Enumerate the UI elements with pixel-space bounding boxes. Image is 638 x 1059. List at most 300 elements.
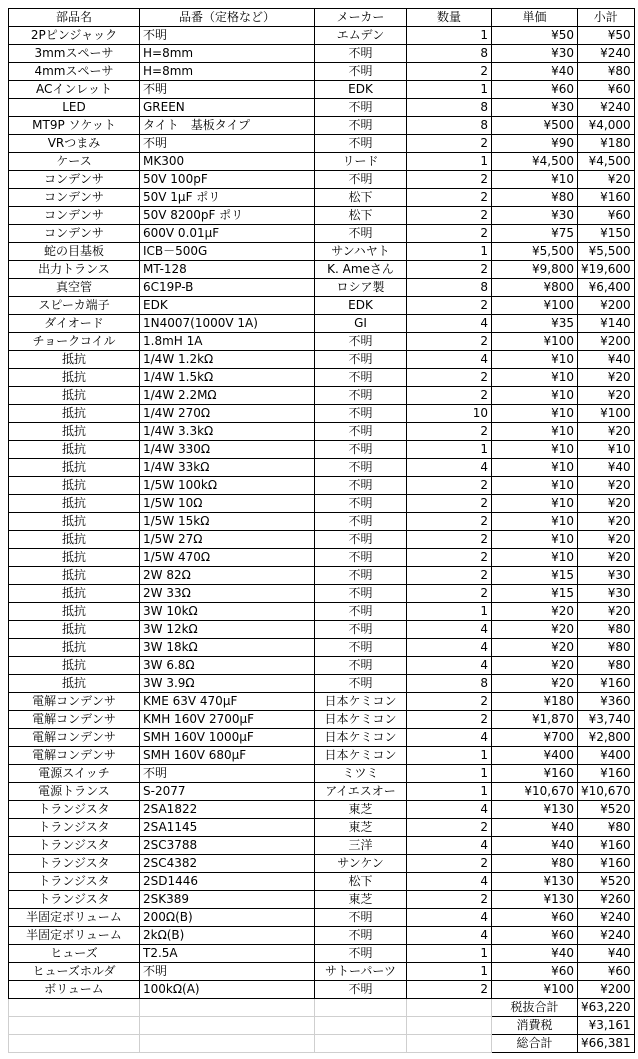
cell-maker[interactable]: 不明 bbox=[315, 45, 407, 63]
cell-unit-price[interactable]: ¥15 bbox=[492, 585, 578, 603]
cell-part-name[interactable]: VRつまみ bbox=[9, 135, 140, 153]
cell-quantity[interactable]: 1 bbox=[407, 243, 492, 261]
empty-cell[interactable] bbox=[407, 1017, 492, 1035]
cell-quantity[interactable]: 1 bbox=[407, 153, 492, 171]
cell-part-number[interactable]: 3W 12kΩ bbox=[140, 621, 315, 639]
cell-maker[interactable]: 日本ケミコン bbox=[315, 729, 407, 747]
summary-value[interactable]: ¥66,381 bbox=[578, 1035, 635, 1053]
cell-maker[interactable]: 松下 bbox=[315, 873, 407, 891]
cell-part-name[interactable]: LED bbox=[9, 99, 140, 117]
cell-unit-price[interactable]: ¥160 bbox=[492, 765, 578, 783]
empty-cell[interactable] bbox=[315, 1017, 407, 1035]
cell-part-name[interactable]: 抵抗 bbox=[9, 351, 140, 369]
cell-part-number[interactable]: 1/4W 270Ω bbox=[140, 405, 315, 423]
cell-maker[interactable]: 不明 bbox=[315, 405, 407, 423]
cell-part-name[interactable]: 抵抗 bbox=[9, 657, 140, 675]
cell-maker[interactable]: 不明 bbox=[315, 513, 407, 531]
cell-part-name[interactable]: 真空管 bbox=[9, 279, 140, 297]
cell-quantity[interactable]: 4 bbox=[407, 639, 492, 657]
cell-unit-price[interactable]: ¥4,500 bbox=[492, 153, 578, 171]
cell-subtotal[interactable]: ¥20 bbox=[578, 423, 635, 441]
cell-unit-price[interactable]: ¥800 bbox=[492, 279, 578, 297]
cell-part-name[interactable]: 電解コンデンサ bbox=[9, 711, 140, 729]
cell-unit-price[interactable]: ¥40 bbox=[492, 819, 578, 837]
cell-part-number[interactable]: T2.5A bbox=[140, 945, 315, 963]
cell-part-number[interactable]: 1/4W 33kΩ bbox=[140, 459, 315, 477]
cell-part-number[interactable]: 2SD1446 bbox=[140, 873, 315, 891]
cell-maker[interactable]: 不明 bbox=[315, 135, 407, 153]
cell-part-number[interactable]: 1/5W 15kΩ bbox=[140, 513, 315, 531]
cell-unit-price[interactable]: ¥40 bbox=[492, 63, 578, 81]
cell-maker[interactable]: 不明 bbox=[315, 117, 407, 135]
cell-unit-price[interactable]: ¥10 bbox=[492, 513, 578, 531]
cell-subtotal[interactable]: ¥3,740 bbox=[578, 711, 635, 729]
cell-quantity[interactable]: 2 bbox=[407, 495, 492, 513]
cell-part-name[interactable]: ヒューズ bbox=[9, 945, 140, 963]
cell-part-name[interactable]: 抵抗 bbox=[9, 369, 140, 387]
cell-unit-price[interactable]: ¥35 bbox=[492, 315, 578, 333]
header-subtotal[interactable]: 小計 bbox=[578, 9, 635, 27]
cell-quantity[interactable]: 2 bbox=[407, 981, 492, 999]
cell-maker[interactable]: 不明 bbox=[315, 369, 407, 387]
cell-unit-price[interactable]: ¥10 bbox=[492, 477, 578, 495]
cell-unit-price[interactable]: ¥30 bbox=[492, 45, 578, 63]
cell-part-number[interactable]: H=8mm bbox=[140, 45, 315, 63]
cell-quantity[interactable]: 2 bbox=[407, 477, 492, 495]
cell-subtotal[interactable]: ¥80 bbox=[578, 819, 635, 837]
cell-quantity[interactable]: 8 bbox=[407, 675, 492, 693]
cell-subtotal[interactable]: ¥520 bbox=[578, 801, 635, 819]
cell-unit-price[interactable]: ¥10 bbox=[492, 459, 578, 477]
cell-unit-price[interactable]: ¥20 bbox=[492, 603, 578, 621]
cell-part-number[interactable]: S-2077 bbox=[140, 783, 315, 801]
cell-quantity[interactable]: 4 bbox=[407, 459, 492, 477]
cell-part-number[interactable]: 100kΩ(A) bbox=[140, 981, 315, 999]
summary-label[interactable]: 税抜合計 bbox=[492, 999, 578, 1017]
cell-subtotal[interactable]: ¥200 bbox=[578, 333, 635, 351]
cell-maker[interactable]: 不明 bbox=[315, 981, 407, 999]
cell-part-name[interactable]: 出力トランス bbox=[9, 261, 140, 279]
cell-quantity[interactable]: 4 bbox=[407, 873, 492, 891]
cell-part-name[interactable]: ケース bbox=[9, 153, 140, 171]
cell-part-name[interactable]: 抵抗 bbox=[9, 549, 140, 567]
cell-part-name[interactable]: 抵抗 bbox=[9, 387, 140, 405]
cell-maker[interactable]: 日本ケミコン bbox=[315, 711, 407, 729]
cell-maker[interactable]: 不明 bbox=[315, 459, 407, 477]
cell-quantity[interactable]: 1 bbox=[407, 783, 492, 801]
header-quantity[interactable]: 数量 bbox=[407, 9, 492, 27]
cell-part-name[interactable]: 抵抗 bbox=[9, 441, 140, 459]
cell-part-name[interactable]: ダイオード bbox=[9, 315, 140, 333]
cell-part-name[interactable]: 4mmスペーサ bbox=[9, 63, 140, 81]
cell-part-number[interactable]: SMH 160V 1000μF bbox=[140, 729, 315, 747]
cell-part-number[interactable]: 2kΩ(B) bbox=[140, 927, 315, 945]
cell-part-name[interactable]: ヒューズホルダ bbox=[9, 963, 140, 981]
cell-part-name[interactable]: トランジスタ bbox=[9, 855, 140, 873]
cell-quantity[interactable]: 2 bbox=[407, 567, 492, 585]
cell-subtotal[interactable]: ¥50 bbox=[578, 27, 635, 45]
cell-quantity[interactable]: 1 bbox=[407, 603, 492, 621]
cell-unit-price[interactable]: ¥100 bbox=[492, 981, 578, 999]
cell-quantity[interactable]: 2 bbox=[407, 297, 492, 315]
cell-subtotal[interactable]: ¥160 bbox=[578, 855, 635, 873]
cell-subtotal[interactable]: ¥10,670 bbox=[578, 783, 635, 801]
cell-maker[interactable]: ミツミ bbox=[315, 765, 407, 783]
cell-subtotal[interactable]: ¥240 bbox=[578, 927, 635, 945]
cell-part-name[interactable]: 抵抗 bbox=[9, 459, 140, 477]
cell-maker[interactable]: 不明 bbox=[315, 909, 407, 927]
cell-maker[interactable]: EDK bbox=[315, 297, 407, 315]
cell-part-number[interactable]: KMH 160V 2700μF bbox=[140, 711, 315, 729]
cell-part-number[interactable]: 1N4007(1000V 1A) bbox=[140, 315, 315, 333]
cell-subtotal[interactable]: ¥80 bbox=[578, 621, 635, 639]
empty-cell[interactable] bbox=[407, 999, 492, 1017]
empty-cell[interactable] bbox=[407, 1035, 492, 1053]
cell-unit-price[interactable]: ¥10 bbox=[492, 495, 578, 513]
cell-unit-price[interactable]: ¥1,870 bbox=[492, 711, 578, 729]
cell-part-name[interactable]: コンデンサ bbox=[9, 207, 140, 225]
cell-quantity[interactable]: 2 bbox=[407, 387, 492, 405]
cell-part-number[interactable]: 1.8mH 1A bbox=[140, 333, 315, 351]
cell-maker[interactable]: 日本ケミコン bbox=[315, 747, 407, 765]
cell-subtotal[interactable]: ¥100 bbox=[578, 405, 635, 423]
cell-quantity[interactable]: 2 bbox=[407, 423, 492, 441]
cell-quantity[interactable]: 8 bbox=[407, 99, 492, 117]
cell-subtotal[interactable]: ¥140 bbox=[578, 315, 635, 333]
cell-subtotal[interactable]: ¥20 bbox=[578, 531, 635, 549]
cell-subtotal[interactable]: ¥30 bbox=[578, 585, 635, 603]
cell-subtotal[interactable]: ¥20 bbox=[578, 171, 635, 189]
cell-unit-price[interactable]: ¥30 bbox=[492, 99, 578, 117]
cell-quantity[interactable]: 1 bbox=[407, 945, 492, 963]
cell-maker[interactable]: 不明 bbox=[315, 945, 407, 963]
cell-maker[interactable]: 不明 bbox=[315, 549, 407, 567]
cell-part-name[interactable]: トランジスタ bbox=[9, 819, 140, 837]
cell-part-name[interactable]: トランジスタ bbox=[9, 891, 140, 909]
cell-quantity[interactable]: 4 bbox=[407, 801, 492, 819]
cell-quantity[interactable]: 2 bbox=[407, 369, 492, 387]
cell-subtotal[interactable]: ¥5,500 bbox=[578, 243, 635, 261]
cell-part-name[interactable]: 電源スイッチ bbox=[9, 765, 140, 783]
cell-part-number[interactable]: 1/4W 1.2kΩ bbox=[140, 351, 315, 369]
cell-part-name[interactable]: トランジスタ bbox=[9, 837, 140, 855]
cell-quantity[interactable]: 4 bbox=[407, 909, 492, 927]
cell-subtotal[interactable]: ¥160 bbox=[578, 675, 635, 693]
cell-part-number[interactable]: 不明 bbox=[140, 27, 315, 45]
cell-maker[interactable]: 松下 bbox=[315, 207, 407, 225]
cell-maker[interactable]: 不明 bbox=[315, 603, 407, 621]
cell-maker[interactable]: 不明 bbox=[315, 531, 407, 549]
cell-subtotal[interactable]: ¥180 bbox=[578, 135, 635, 153]
cell-unit-price[interactable]: ¥60 bbox=[492, 927, 578, 945]
cell-subtotal[interactable]: ¥20 bbox=[578, 603, 635, 621]
cell-part-name[interactable]: コンデンサ bbox=[9, 189, 140, 207]
cell-quantity[interactable]: 2 bbox=[407, 135, 492, 153]
cell-part-name[interactable]: 抵抗 bbox=[9, 405, 140, 423]
cell-part-name[interactable]: MT9P ソケット bbox=[9, 117, 140, 135]
cell-subtotal[interactable]: ¥360 bbox=[578, 693, 635, 711]
cell-part-name[interactable]: 3mmスペーサ bbox=[9, 45, 140, 63]
cell-quantity[interactable]: 2 bbox=[407, 207, 492, 225]
cell-subtotal[interactable]: ¥160 bbox=[578, 189, 635, 207]
header-part-number[interactable]: 品番（定格など） bbox=[140, 9, 315, 27]
cell-part-number[interactable]: 3W 10kΩ bbox=[140, 603, 315, 621]
cell-quantity[interactable]: 8 bbox=[407, 279, 492, 297]
cell-quantity[interactable]: 2 bbox=[407, 189, 492, 207]
cell-unit-price[interactable]: ¥30 bbox=[492, 207, 578, 225]
cell-part-number[interactable]: 3W 6.8Ω bbox=[140, 657, 315, 675]
empty-cell[interactable] bbox=[315, 999, 407, 1017]
cell-unit-price[interactable]: ¥700 bbox=[492, 729, 578, 747]
cell-part-number[interactable]: 不明 bbox=[140, 81, 315, 99]
cell-unit-price[interactable]: ¥20 bbox=[492, 675, 578, 693]
cell-part-number[interactable]: 2W 33Ω bbox=[140, 585, 315, 603]
cell-maker[interactable]: 不明 bbox=[315, 567, 407, 585]
cell-part-name[interactable]: 抵抗 bbox=[9, 513, 140, 531]
cell-part-number[interactable]: 1/5W 470Ω bbox=[140, 549, 315, 567]
cell-unit-price[interactable]: ¥60 bbox=[492, 81, 578, 99]
cell-part-name[interactable]: 抵抗 bbox=[9, 423, 140, 441]
cell-subtotal[interactable]: ¥20 bbox=[578, 495, 635, 513]
cell-part-name[interactable]: 半固定ボリューム bbox=[9, 909, 140, 927]
cell-quantity[interactable]: 2 bbox=[407, 819, 492, 837]
cell-unit-price[interactable]: ¥10 bbox=[492, 405, 578, 423]
cell-maker[interactable]: 東芝 bbox=[315, 801, 407, 819]
cell-subtotal[interactable]: ¥40 bbox=[578, 945, 635, 963]
cell-subtotal[interactable]: ¥20 bbox=[578, 369, 635, 387]
cell-part-number[interactable]: 6C19P-B bbox=[140, 279, 315, 297]
cell-part-name[interactable]: 電解コンデンサ bbox=[9, 729, 140, 747]
cell-quantity[interactable]: 4 bbox=[407, 729, 492, 747]
cell-quantity[interactable]: 4 bbox=[407, 315, 492, 333]
cell-unit-price[interactable]: ¥10 bbox=[492, 171, 578, 189]
cell-unit-price[interactable]: ¥40 bbox=[492, 837, 578, 855]
cell-maker[interactable]: 不明 bbox=[315, 171, 407, 189]
summary-value[interactable]: ¥63,220 bbox=[578, 999, 635, 1017]
cell-unit-price[interactable]: ¥130 bbox=[492, 873, 578, 891]
cell-maker[interactable]: 不明 bbox=[315, 477, 407, 495]
cell-subtotal[interactable]: ¥19,600 bbox=[578, 261, 635, 279]
cell-subtotal[interactable]: ¥80 bbox=[578, 63, 635, 81]
cell-part-number[interactable]: 1/5W 100kΩ bbox=[140, 477, 315, 495]
empty-cell[interactable] bbox=[9, 1017, 140, 1035]
cell-maker[interactable]: 不明 bbox=[315, 639, 407, 657]
cell-part-number[interactable]: MK300 bbox=[140, 153, 315, 171]
cell-part-number[interactable]: 1/4W 1.5kΩ bbox=[140, 369, 315, 387]
cell-part-number[interactable]: SMH 160V 680μF bbox=[140, 747, 315, 765]
cell-subtotal[interactable]: ¥200 bbox=[578, 981, 635, 999]
cell-part-number[interactable]: 2SC4382 bbox=[140, 855, 315, 873]
cell-subtotal[interactable]: ¥60 bbox=[578, 963, 635, 981]
cell-part-name[interactable]: コンデンサ bbox=[9, 225, 140, 243]
cell-part-number[interactable]: 2SA1145 bbox=[140, 819, 315, 837]
cell-unit-price[interactable]: ¥180 bbox=[492, 693, 578, 711]
cell-subtotal[interactable]: ¥80 bbox=[578, 657, 635, 675]
cell-part-number[interactable]: 不明 bbox=[140, 135, 315, 153]
cell-quantity[interactable]: 1 bbox=[407, 765, 492, 783]
cell-subtotal[interactable]: ¥150 bbox=[578, 225, 635, 243]
cell-subtotal[interactable]: ¥4,000 bbox=[578, 117, 635, 135]
cell-part-number[interactable]: MT-128 bbox=[140, 261, 315, 279]
cell-part-number[interactable]: 1/4W 3.3kΩ bbox=[140, 423, 315, 441]
cell-unit-price[interactable]: ¥10 bbox=[492, 531, 578, 549]
header-part-name[interactable]: 部品名 bbox=[9, 9, 140, 27]
cell-unit-price[interactable]: ¥90 bbox=[492, 135, 578, 153]
cell-maker[interactable]: サトーパーツ bbox=[315, 963, 407, 981]
cell-subtotal[interactable]: ¥60 bbox=[578, 207, 635, 225]
cell-part-name[interactable]: トランジスタ bbox=[9, 873, 140, 891]
cell-quantity[interactable]: 1 bbox=[407, 81, 492, 99]
cell-quantity[interactable]: 2 bbox=[407, 855, 492, 873]
cell-maker[interactable]: 不明 bbox=[315, 927, 407, 945]
cell-subtotal[interactable]: ¥20 bbox=[578, 549, 635, 567]
cell-unit-price[interactable]: ¥130 bbox=[492, 801, 578, 819]
cell-unit-price[interactable]: ¥80 bbox=[492, 855, 578, 873]
cell-part-number[interactable]: ICB－500G bbox=[140, 243, 315, 261]
cell-maker[interactable]: 不明 bbox=[315, 441, 407, 459]
cell-part-number[interactable]: H=8mm bbox=[140, 63, 315, 81]
cell-part-number[interactable]: 2SA1822 bbox=[140, 801, 315, 819]
cell-quantity[interactable]: 4 bbox=[407, 927, 492, 945]
cell-unit-price[interactable]: ¥5,500 bbox=[492, 243, 578, 261]
cell-unit-price[interactable]: ¥80 bbox=[492, 189, 578, 207]
cell-maker[interactable]: 不明 bbox=[315, 495, 407, 513]
cell-quantity[interactable]: 1 bbox=[407, 747, 492, 765]
cell-part-name[interactable]: ボリューム bbox=[9, 981, 140, 999]
cell-maker[interactable]: 不明 bbox=[315, 225, 407, 243]
cell-part-number[interactable]: 不明 bbox=[140, 765, 315, 783]
empty-cell[interactable] bbox=[140, 999, 315, 1017]
cell-part-name[interactable]: 電源トランス bbox=[9, 783, 140, 801]
cell-part-number[interactable]: 2W 82Ω bbox=[140, 567, 315, 585]
cell-quantity[interactable]: 2 bbox=[407, 693, 492, 711]
cell-maker[interactable]: アイエスオー bbox=[315, 783, 407, 801]
cell-unit-price[interactable]: ¥10 bbox=[492, 387, 578, 405]
cell-subtotal[interactable]: ¥160 bbox=[578, 837, 635, 855]
cell-part-name[interactable]: 抵抗 bbox=[9, 675, 140, 693]
cell-subtotal[interactable]: ¥20 bbox=[578, 477, 635, 495]
cell-unit-price[interactable]: ¥50 bbox=[492, 27, 578, 45]
cell-unit-price[interactable]: ¥10 bbox=[492, 549, 578, 567]
cell-unit-price[interactable]: ¥40 bbox=[492, 945, 578, 963]
cell-quantity[interactable]: 2 bbox=[407, 171, 492, 189]
cell-part-name[interactable]: 電解コンデンサ bbox=[9, 747, 140, 765]
cell-quantity[interactable]: 1 bbox=[407, 963, 492, 981]
cell-maker[interactable]: 不明 bbox=[315, 333, 407, 351]
cell-part-number[interactable]: GREEN bbox=[140, 99, 315, 117]
cell-subtotal[interactable]: ¥80 bbox=[578, 639, 635, 657]
cell-quantity[interactable]: 8 bbox=[407, 117, 492, 135]
cell-part-name[interactable]: 蛇の目基板 bbox=[9, 243, 140, 261]
cell-part-name[interactable]: 抵抗 bbox=[9, 639, 140, 657]
cell-maker[interactable]: リード bbox=[315, 153, 407, 171]
header-unit-price[interactable]: 単価 bbox=[492, 9, 578, 27]
cell-maker[interactable]: 不明 bbox=[315, 63, 407, 81]
cell-quantity[interactable]: 2 bbox=[407, 63, 492, 81]
cell-quantity[interactable]: 4 bbox=[407, 621, 492, 639]
cell-part-number[interactable]: 50V 100pF bbox=[140, 171, 315, 189]
cell-subtotal[interactable]: ¥4,500 bbox=[578, 153, 635, 171]
cell-maker[interactable]: 日本ケミコン bbox=[315, 693, 407, 711]
cell-quantity[interactable]: 2 bbox=[407, 549, 492, 567]
cell-subtotal[interactable]: ¥520 bbox=[578, 873, 635, 891]
cell-quantity[interactable]: 4 bbox=[407, 837, 492, 855]
cell-part-name[interactable]: チョークコイル bbox=[9, 333, 140, 351]
cell-unit-price[interactable]: ¥20 bbox=[492, 621, 578, 639]
cell-unit-price[interactable]: ¥9,800 bbox=[492, 261, 578, 279]
empty-cell[interactable] bbox=[140, 1035, 315, 1053]
cell-maker[interactable]: 不明 bbox=[315, 657, 407, 675]
cell-subtotal[interactable]: ¥240 bbox=[578, 45, 635, 63]
cell-part-number[interactable]: 3W 18kΩ bbox=[140, 639, 315, 657]
cell-maker[interactable]: エムデン bbox=[315, 27, 407, 45]
cell-quantity[interactable]: 2 bbox=[407, 225, 492, 243]
cell-part-number[interactable]: 1/4W 330Ω bbox=[140, 441, 315, 459]
cell-quantity[interactable]: 1 bbox=[407, 441, 492, 459]
cell-part-name[interactable]: 抵抗 bbox=[9, 603, 140, 621]
cell-subtotal[interactable]: ¥30 bbox=[578, 567, 635, 585]
empty-cell[interactable] bbox=[9, 1035, 140, 1053]
cell-unit-price[interactable]: ¥10 bbox=[492, 441, 578, 459]
cell-part-number[interactable]: 1/5W 10Ω bbox=[140, 495, 315, 513]
cell-maker[interactable]: 不明 bbox=[315, 387, 407, 405]
summary-label[interactable]: 消費税 bbox=[492, 1017, 578, 1035]
cell-subtotal[interactable]: ¥160 bbox=[578, 765, 635, 783]
cell-unit-price[interactable]: ¥100 bbox=[492, 297, 578, 315]
cell-quantity[interactable]: 10 bbox=[407, 405, 492, 423]
cell-quantity[interactable]: 2 bbox=[407, 261, 492, 279]
cell-part-name[interactable]: スピーカ端子 bbox=[9, 297, 140, 315]
cell-part-name[interactable]: 半固定ボリューム bbox=[9, 927, 140, 945]
cell-maker[interactable]: GI bbox=[315, 315, 407, 333]
empty-cell[interactable] bbox=[9, 999, 140, 1017]
cell-unit-price[interactable]: ¥10,670 bbox=[492, 783, 578, 801]
cell-quantity[interactable]: 8 bbox=[407, 45, 492, 63]
cell-unit-price[interactable]: ¥500 bbox=[492, 117, 578, 135]
cell-maker[interactable]: 不明 bbox=[315, 351, 407, 369]
cell-maker[interactable]: ロシア製 bbox=[315, 279, 407, 297]
cell-part-number[interactable]: EDK bbox=[140, 297, 315, 315]
cell-unit-price[interactable]: ¥60 bbox=[492, 909, 578, 927]
cell-part-name[interactable]: 2Pピンジャック bbox=[9, 27, 140, 45]
summary-value[interactable]: ¥3,161 bbox=[578, 1017, 635, 1035]
cell-unit-price[interactable]: ¥10 bbox=[492, 423, 578, 441]
cell-unit-price[interactable]: ¥400 bbox=[492, 747, 578, 765]
cell-part-number[interactable]: 50V 8200pF ポリ bbox=[140, 207, 315, 225]
cell-part-number[interactable]: 2SC3788 bbox=[140, 837, 315, 855]
cell-part-name[interactable]: 抵抗 bbox=[9, 585, 140, 603]
cell-part-number[interactable]: 2SK389 bbox=[140, 891, 315, 909]
cell-quantity[interactable]: 2 bbox=[407, 333, 492, 351]
cell-maker[interactable]: サンケン bbox=[315, 855, 407, 873]
cell-subtotal[interactable]: ¥10 bbox=[578, 441, 635, 459]
cell-maker[interactable]: 不明 bbox=[315, 423, 407, 441]
cell-part-number[interactable]: 50V 1μF ポリ bbox=[140, 189, 315, 207]
cell-part-name[interactable]: 電解コンデンサ bbox=[9, 693, 140, 711]
cell-subtotal[interactable]: ¥60 bbox=[578, 81, 635, 99]
cell-unit-price[interactable]: ¥15 bbox=[492, 567, 578, 585]
cell-part-name[interactable]: 抵抗 bbox=[9, 477, 140, 495]
cell-quantity[interactable]: 2 bbox=[407, 891, 492, 909]
cell-maker[interactable]: 三洋 bbox=[315, 837, 407, 855]
cell-part-name[interactable]: 抵抗 bbox=[9, 495, 140, 513]
cell-subtotal[interactable]: ¥200 bbox=[578, 297, 635, 315]
cell-quantity[interactable]: 1 bbox=[407, 27, 492, 45]
cell-maker[interactable]: サンハヤト bbox=[315, 243, 407, 261]
cell-part-name[interactable]: ACインレット bbox=[9, 81, 140, 99]
cell-subtotal[interactable]: ¥260 bbox=[578, 891, 635, 909]
cell-subtotal[interactable]: ¥400 bbox=[578, 747, 635, 765]
